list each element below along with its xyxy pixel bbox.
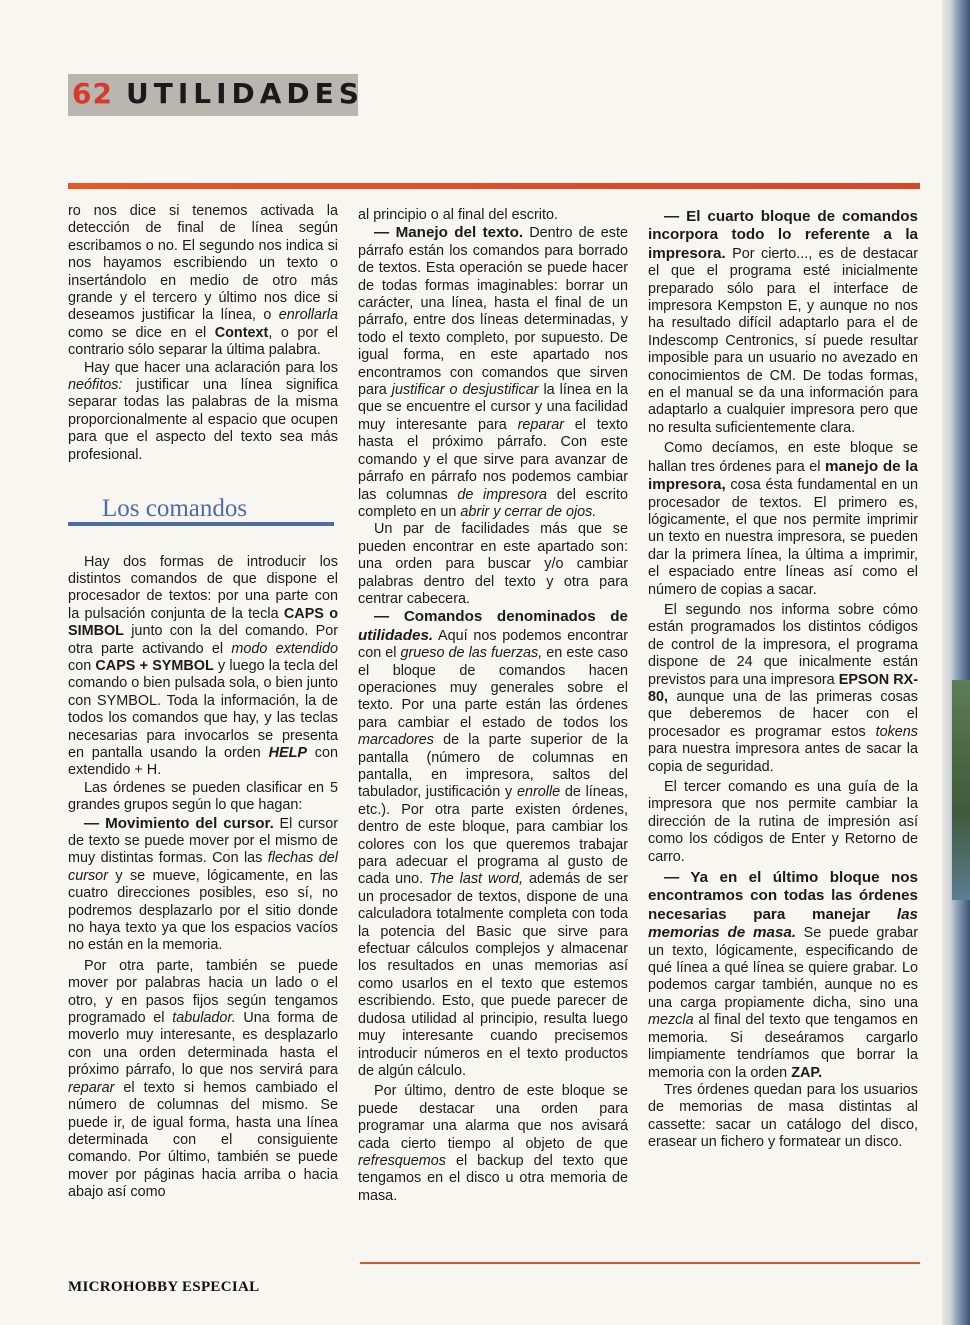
text-run: Tres órdenes quedan para los usuarios de memorias de masa distintas al cassette: sacar un catálogo del disco, erasear un fichero y formatear un disco. (648, 1081, 918, 1151)
text-run: con extendido + H. (68, 744, 338, 779)
text-run: Las órdenes se pueden clasificar en 5 grandes grupos según lo que hagan: (68, 779, 338, 814)
text-run: — Ya en el último bloque nos encontramos con todas las órdenes necesarias para manejar (648, 869, 918, 923)
paragraph (358, 521, 628, 608)
section-title: UTILIDADES (126, 77, 364, 110)
text-run: Aquí nos podemos encontrar con el (358, 627, 628, 662)
text-run: The last word, (428, 871, 524, 888)
text-run: para nuestra impresora antes de sacar la copia de seguridad. (648, 741, 918, 775)
bottom-rule (360, 1262, 920, 1264)
text-run: , o por el contrario sólo separar la última palabra. (68, 324, 338, 359)
text-run: reparar (68, 1079, 115, 1096)
section-heading: Los comandos (68, 500, 334, 525)
text-run: como se dice en el (68, 324, 215, 341)
text-run: Hay dos formas de introducir los distintos comandos de que dispone el procesador de textos: por una parte con la pulsación conjunta de la tecla (68, 553, 338, 622)
paragraph (648, 1082, 918, 1152)
text-run: justificar o desjustificar (391, 382, 539, 399)
text-run: aunque una de las primeras cosas que deberemos de hacer con el procesador es programar estos (648, 688, 918, 740)
text-run: Hay que hacer una aclaración para los (84, 359, 338, 376)
text-run: ro nos dice si tenemos activada la detección de final de línea según escribamos o no. El segundo nos indica si nos hayamos escribiendo un texto o insertándolo en medio de otro más grande y el tercero y último nos dice si deseamos justificar la línea, o (68, 203, 338, 324)
text-run: tokens (875, 723, 918, 740)
paragraph (648, 869, 918, 1082)
text-run: Por cierto..., es de destacar el que el programa esté inicialmente preparado sólo para el interface de impresora Kempston E, y aunque no nos ha resultado difícil adaptarlo para el de Indescomp Centronics, sí puede resultar imposible para un usuario no avezado en conocimientos de CM. De todas formas, en el manual se da una información para adaptarlo a cualquier impresora pero que no resulta suficientemente clara. (648, 245, 918, 436)
text-run: y luego la tecla del comando o bien pulsada sola, o bien junto con SYMBOL. Toda la información, la de todos los comandos que hay, y las teclas necesarias para invocarlos se presenta en pantalla usando la orden (68, 657, 338, 761)
text-run: reparar (517, 416, 564, 433)
text-run: el texto hasta el próximo párrafo. Con este comando y el que sirve para avanzar de párrafo en párrafo nos podemos cambiar las columnas (358, 416, 629, 503)
text-run: el texto si hemos cambiado el número de columnas del mismo. Se puede ir, de igual forma, hasta una línea determinada con el consiguiente comando. Por último, también se puede mover por páginas hacia arriba o hacia abajo así como (68, 1079, 338, 1201)
text-run: además de ser un procesador de textos, dispone de una calculadora totalmente completa con toda la potencia del Basic que sirve para efectuar cálculos complejos y almacenar los resultados en unas memorias así como usarlos en el texto que estemos escribiendo. Esto, que puede parecer de dudosa utilidad al principio, resulta luego muy interesante cuando precisemos introducir números en el texto productos de algún cálculo. (358, 871, 628, 1079)
text-run: — El cuarto bloque de comandos incorpora todo lo referente a la impresora. (648, 208, 918, 262)
paragraph (358, 1083, 628, 1205)
text-run: manejo de la impresora, (648, 457, 918, 494)
text-run: de impresora (457, 486, 548, 503)
paragraph (68, 958, 338, 1202)
text-run: justificar una línea significa separar todas las palabras de la misma proporcionalmente al espacio que ocupen para que el aspecto del texto sea más profesional. (68, 377, 338, 463)
text-run: al principio o al final del escrito. (358, 207, 558, 223)
text-run: — Manejo del texto. (374, 224, 524, 242)
text-run: junto con la del comando. Por otra parte activando el (68, 623, 338, 657)
column-1 (68, 203, 338, 1202)
paragraph (68, 203, 338, 360)
paragraph (648, 440, 918, 599)
text-run: grueso de las fuerzas, (400, 645, 543, 662)
text-run: las memorias de masa. (648, 905, 918, 942)
text-run: tabulador. (172, 1010, 236, 1027)
paragraph (648, 602, 918, 776)
text-run: enrollarla (278, 307, 338, 324)
text-run: Una forma de moverlo muy interesante, es desplazarlo con una orden determinada hasta el próximo párrafo, lo que nos servirá para (68, 1010, 339, 1079)
text-run: EPSON RX-80, (648, 671, 918, 705)
page-edge-photo (942, 0, 970, 1325)
text-run: en este caso el bloque de comandos hacen operaciones muy generales sobre el texto. Por una parte están las órdenes para cambiar el estado de todos los (358, 645, 628, 731)
text-run: mezcla (648, 1012, 694, 1029)
text-run: neófitos: (68, 377, 123, 394)
paragraph (648, 779, 918, 866)
text-run: utilidades. (358, 626, 434, 644)
text-run: Un par de facilidades más que se pueden encontrar en este apartado son: una orden para buscar y/o cambiar palabras dentro del texto y otra para centrar cabecera. (358, 521, 628, 607)
text-run: El segundo nos informa sobre cómo están programados los distintos códigos de control de la impresora, el programa dispone de 24 que inicalmente están previstos para una impresora (648, 601, 918, 688)
text-run: ZAP. (791, 1064, 823, 1081)
text-run: El cursor de texto se puede mover por el mismo de muy distintas formas. Con las (68, 815, 338, 867)
paragraph (648, 208, 918, 437)
text-run: Context (214, 324, 269, 341)
text-run: cosa ésta fundamental en un procesador de textos. El primero es, lógicamente, el que nos permite imprimir un texto en nuestra impresora, se pueden dar la primera línea, la última a imprimir, el espaciado entre líneas así como el número de copias a sacar. (648, 477, 918, 598)
text-run: Como decíamos, en este bloque se hallan tres órdenes para el (648, 440, 918, 475)
text-run: la línea en la que se encuentre el cursor y una facilidad muy interesante para (358, 382, 628, 433)
paragraph (358, 224, 628, 521)
text-run: HELP (268, 744, 307, 761)
text-run: de líneas, etc.). Por otra parte existen órdenes, dentro de este bloque, para cambiar los colores con los que queremos trabajar para adecuar el programa al gusto de cada uno. (358, 784, 628, 888)
text-run: flechas del cursor (68, 850, 338, 884)
paragraph (68, 360, 338, 464)
text-run: Por último, dentro de este bloque se puede destacar una orden para programar una alarma que nos avisará cada cierto tiempo al objeto de que (358, 1083, 628, 1152)
text-run: de la parte superior de la pantalla (número de columnas en pantalla, en impresora, saltos del tabulador, justificación y (358, 732, 628, 801)
text-run: El tercer comando es una guía de la impresora que nos permite cambiar la dirección de la rutina de impresión así como los códigos de Enter y Retorno de carro. (648, 779, 918, 865)
text-run: abrir y cerrar de ojos. (460, 503, 597, 520)
text-run: CAPS o SIMBOL (68, 605, 338, 640)
text-run: con (68, 657, 96, 674)
text-run: CAPS + SYMBOL (95, 657, 214, 674)
text-run: al final del texto que tengamos en memoria. Si deseáramos cargarlo limpiamente tendríamos que borrar la memoria con la orden (648, 1012, 918, 1081)
footer-magazine-name: MICROHOBBY ESPECIAL (68, 1279, 260, 1295)
paragraph (68, 815, 338, 955)
column-3 (648, 208, 918, 1152)
text-run: el backup del texto que tengamos en el disco u otra memoria de masa. (358, 1152, 628, 1204)
text-run: refresquemos (358, 1152, 446, 1169)
text-run: Se puede grabar un texto, lógicamente, especificando de qué línea a qué línea se quiere grabar. Lo podemos cargar también, aunque no es una carga propiamente dicha, sino una (648, 925, 918, 1011)
page-number: 62 (72, 77, 113, 110)
top-rule (68, 183, 920, 189)
text-run: — Movimiento del cursor. (84, 814, 274, 832)
paragraph (68, 780, 338, 815)
text-run: marcadores (358, 732, 434, 749)
text-run: Por otra parte, también se puede mover por palabras hacia un lado o el otro, y en pasos fijos según tengamos programado el (68, 957, 338, 1027)
paragraph (358, 608, 628, 1080)
text-run: y se mueve, lógicamente, en las cuatro direcciones posibles, eso sí, no podremos desplazarlo por el sitio donde no haya texto ya que los espacios vacíos no están en la memoria. (68, 867, 338, 954)
text-run: Dentro de este párrafo están los comandos para borrado de textos. Esta operación se puede hacer de todas formas imaginables: borrar un carácter, una línea, hasta el final de un párrafo, entre dos líneas determinadas, y todo el texto completo, por supuesto. De igual forma, en este apartado nos encontramos con comandos que sirven para (358, 225, 628, 399)
text-run: modo extendido (231, 640, 338, 657)
text-run: del escrito completo en un (358, 486, 628, 520)
text-run: enrolle (516, 784, 561, 801)
paragraph (68, 554, 338, 780)
paragraph (358, 207, 628, 224)
column-2 (358, 207, 628, 1205)
text-run: — Comandos denominados de (374, 608, 628, 626)
